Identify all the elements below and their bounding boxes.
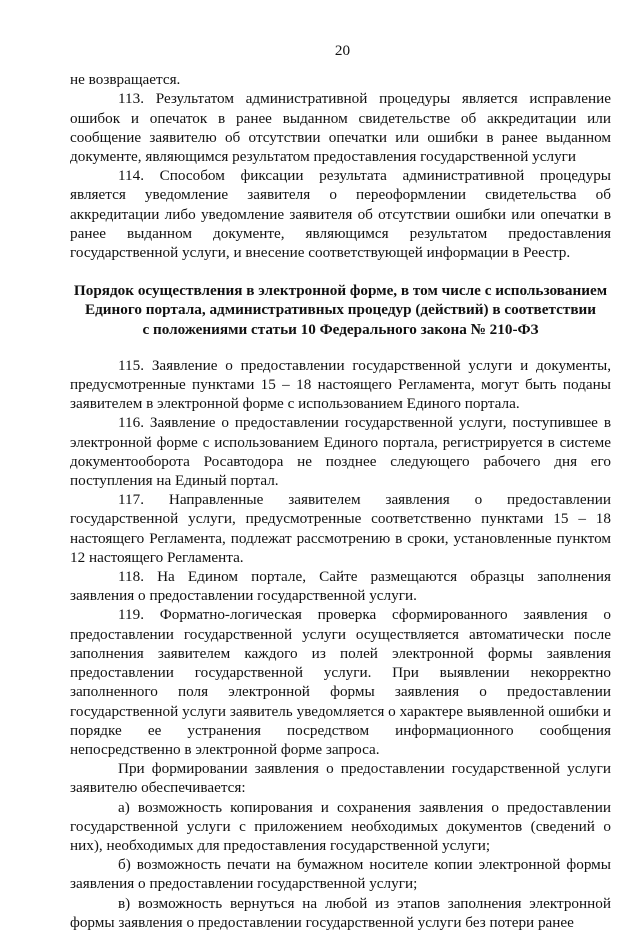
paragraph-113: 113. Результатом административной процедуры является исправление ошибок и опечаток в ранее выданном свидетельстве об аккредитации или сообщение заявителю об отсутствии опечатки или ошибки в ранее выданном документе, являющимся результатом предоставления государственной услуги xyxy=(70,90,611,166)
list-item-a: а) возможность копирования и сохранения заявления о предоставлении государственной услуги с приложением необходимых документов (сведений о них), необходимых для предоставления государственной услуги; xyxy=(70,798,611,854)
paragraph-116: 116. Заявление о предоставлении государственной услуги, поступившее в электронной форме с использованием Единого портала, регистрируется в системе документооборота Росавтодора не позднее следующего рабочего дня его поступления на Единый портал. xyxy=(70,414,611,490)
paragraph-118: 118. На Едином портале, Сайте размещаются образцы заполнения заявления о предоставлении государственной услуги. xyxy=(70,568,611,605)
page-number: 20 xyxy=(334,42,351,59)
paragraph-119: 119. Форматно-логическая проверка сформированного заявления о предоставлении государственной услуги осуществляется автоматически после заполнения заявителем каждого из полей электронной формы заявления предоставлении государственной услуги. При выявлении некорректно заполненного поля электронной формы заявления о предоставлении государственной услуги заявитель уведомляется о характере выявленной ошибки и порядке ее устранения посредством информационного сообщения непосредственно в электронной форме запроса. xyxy=(70,606,611,758)
paragraph-115: 115. Заявление о предоставлении государственной услуги и документы, предусмотренные пунктами 15 – 18 настоящего Регламента, могут быть поданы заявителем в электронной форме с использованием Единого портала. xyxy=(70,356,611,413)
paragraph-114: 114. Способом фиксации результата административной процедуры является уведомление заявителя о переоформлении свидетельства об аккредитации либо уведомление заявителя об отсутствии ошибки или опечатки в ранее выданном документе, являющимся результатом предоставления государственной услуги, и внесение соответствующей информации в Реестр. xyxy=(70,167,611,262)
section-heading-line-3: с положениями статьи 10 Федерального закона № 210-ФЗ xyxy=(142,320,539,338)
paragraph-continuation: не возвращается. xyxy=(70,71,181,89)
list-item-b: б) возможность печати на бумажном носителе копии электронной формы заявления о предоставлении государственной услуги; xyxy=(70,856,611,893)
list-item-v: в) возможность вернуться на любой из этапов заполнения электронной формы заявления о предоставлении государственной услуги без потери ранее xyxy=(70,894,611,931)
section-heading-line-2: Единого портала, административных процедур (действий) в соответствии xyxy=(84,301,597,319)
paragraph-117: 117. Направленные заявителем заявления о предоставлении государственной услуги, предусмотренные соответственно пунктами 15 – 18 настоящего Регламента, подлежат рассмотрению в сроки, установленные пунктом 12 настоящего Регламента. xyxy=(70,491,611,566)
section-heading-line-1: Порядок осуществления в электронной форме, в том числе с использованием xyxy=(73,282,608,300)
section-heading xyxy=(70,281,611,339)
paragraph-intro: При формировании заявления о предоставлении государственной услуги заявителю обеспечивается: xyxy=(70,760,611,797)
